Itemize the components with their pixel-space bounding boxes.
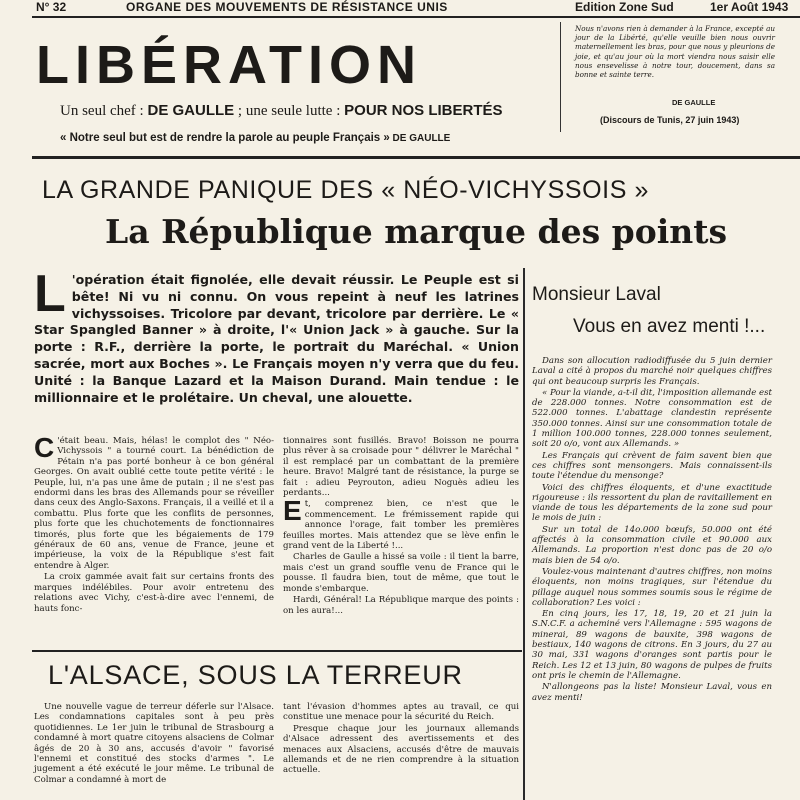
laval-column: [532, 356, 772, 704]
motto-text: « Notre seul but est de rendre la parole au peuple Français »: [60, 132, 390, 144]
headline-main: La République marque des points: [105, 212, 728, 251]
article-paragraph: N'allongeons pas la liste! Monsieur Laval, vous en avez menti!: [532, 682, 772, 703]
alsace-column-2: [283, 702, 519, 777]
laval-headline-1: Monsieur Laval: [532, 284, 661, 305]
article-paragraph: La croix gammée avait fait sur certains fronts des marques indélébiles. Pour avoir entretenu des relations avec Vichy, c'est-à-dire avec l'ennemi, de hauts fonc-: [34, 572, 274, 614]
masthead-title: LIBÉRATION: [36, 35, 422, 95]
article-paragraph: tionnaires sont fusillés. Bravo! Boisson ne pourra plus rêver à sa croisade pour " délivrer le Maréchal " il est remplacé par un combattant de la première heure. Bravo! Malgré tant de résistance, la purge se fait : adieu Peyrouton, adieu Noguès adieu les perdants...: [283, 436, 519, 499]
article-paragraph: Hardi, Général! La République marque des points : on les aura!...: [283, 595, 519, 616]
motto: [60, 132, 450, 144]
lead-paragraph: [34, 265, 519, 406]
quote-signature: DE GAULLE: [672, 98, 716, 107]
motto-attribution: DE GAULLE: [389, 133, 451, 144]
headline-kicker: LA GRANDE PANIQUE DES « NÉO-VICHYSSOIS »: [42, 176, 650, 204]
issue-date: 1er Août 1943: [710, 0, 789, 14]
column-dropcap: E: [283, 495, 302, 527]
header-divider: [560, 22, 561, 132]
top-rule: [32, 16, 800, 18]
lead-text: 'opération était fignolée, elle devait réussir. Le Peuple est si bête! Ni vu ni connu. On vous repeint à neuf les latrines vichyssoises. Tricolore par devant, tricolore par derrière. Le « Star Spangled Banner » à droite, l'« Union Jack » à gauche. Sur la porte : R.F., derrière la porte, le portrait du Maréchal. « Union sacrée, mort aux Boches ». Le Français moyen n'y verra que du feu. Unité : la Banque Lazard et la Maison Durand. Main tendue : le millionnaire et le prolétaire. Un cheval, une alouette.: [34, 272, 519, 405]
edition-label: Edition Zone Sud: [575, 0, 674, 14]
article-paragraph: Sur un total de 14o.000 bœufs, 50.000 ont été affectés à la consommation civile et 90.000 aux Allemands. La proportion n'est donc pas de 20 o/o mais bien de 54 o/o.: [532, 524, 772, 566]
article-paragraph: tant l'évasion d'hommes aptes au travail, ce qui constitue une menace pour la sécurité du Reich.: [283, 702, 519, 723]
article-paragraph: Dans son allocution radiodiffusée du 5 juin dernier Laval a cité à propos du marché noir quelques chiffres qui ont beaucoup surpris les Français.: [532, 356, 772, 387]
laval-headline-2: Vous en avez menti !...: [573, 316, 766, 337]
issue-number: N° 32: [36, 0, 67, 14]
slogan-part: DE GAULLE: [147, 102, 235, 119]
article-paragraph: [283, 495, 519, 552]
slogan-part: ; une seule lutte :: [234, 103, 345, 119]
article-paragraph: [34, 432, 274, 571]
de-gaulle-quote: Nous n'avons rien à demander à la France, excepté au jour de la Libérté, qu'elle veuille bien nous ouvrir maternellement les bras, pour que nous y pleurions de joie, et qu'au jour où la mort viendra nous saisir elle nous ensevelisse à notre tour, doucement, dans sa bonne et sainte terre.: [575, 24, 775, 80]
masthead-rule: [32, 156, 800, 159]
article-paragraph: « Pour la viande, a-t-il dit, l'imposition allemande est de 228.000 tonnes. Notre consommation est de 522.000 tonnes. L'abattage clandestin représente 350.000 tonnes. Ainsi sur une consommation totale de 1 million 100.000 tonnes, 228.000 tonnes seulement, soit 20 o/o, vont aux Allemands. »: [532, 387, 772, 450]
top-line: [30, 0, 800, 16]
alsace-column-1: [34, 702, 274, 786]
lead-dropcap: L: [34, 265, 66, 323]
paragraph-text: t, comprenez bien, ce n'est que le commencement. Le frémissement rapide qui annonce l'orage, fait tomber les premières feuilles mortes. Mais attendez que se lève enfin le grand vent de la Liberté !...: [283, 499, 519, 552]
slogan-part: POUR NOS LIBERTÉS: [344, 102, 503, 119]
article-paragraph: En cinq jours, les 17, 18, 19, 20 et 21 juin la S.N.C.F. a acheminé vers l'Allemagne : 595 wagons de minerai, 89 wagons de bauxite, 398 wagons de bestiaux, 140 wagons de citrons. En 3 jours, du 27 au 30 mai, 331 wagons d'oranges sont partis pour le Reich. Les 12 et 13 juin, 80 wagons de pulpes de fruits ont pris le chemin de l'Allemagne.: [532, 609, 772, 681]
article-paragraph: Charles de Gaulle a hissé sa voile : il tient la barre, mais c'est un grand souffle venu de France qui le pousse. Il faudra bien, tout de même, que tout le monde s'embarque.: [283, 552, 519, 594]
organe-line: ORGANE DES MOUVEMENTS DE RÉSISTANCE UNIS: [126, 0, 448, 14]
article-paragraph: Une nouvelle vague de terreur déferle sur l'Alsace. Les condamnations capitales sont à peu près quotidiennes. Le 1er juin le tribunal de Strasbourg a condamné à mort quatre citoyens alsaciens de Colmar âgés de 20 à 30 ans, accusés d'avoir " favorisé l'ennemi et constitué des stocks d'armes ". Le jugement a été exécuté le jour même. Le tribunal de Colmar a condamné à mort de: [34, 702, 274, 785]
slogan: [60, 102, 503, 120]
section-rule: [32, 650, 522, 652]
column-dropcap: C: [34, 432, 55, 463]
article-column-1: [34, 432, 274, 615]
article-paragraph: Les Français qui crèvent de faim savent bien que ces chiffres sont mensongers. Mais connaissent-ils toute l'étendue du mensonge?: [532, 450, 772, 482]
article-paragraph: Presque chaque jour les journaux allemands d'Alsace adressent des avertissements et des menaces aux Alsaciens, accusés d'être de mauvais allemands et de ne rien comprendre à la situation actuelle.: [283, 723, 519, 776]
article-column-2: [283, 436, 519, 617]
article-paragraph: Voulez-vous maintenant d'autres chiffres, non moins éloquents, non moins tragiques, sur l'étendue du pillage auquel nous sommes soumis sous le régime de collaboration? Les voici :: [532, 566, 772, 608]
quote-source: (Discours de Tunis, 27 juin 1943): [600, 115, 740, 125]
slogan-part: Un seul chef :: [60, 103, 148, 119]
column-divider: [523, 268, 525, 800]
alsace-headline: L'ALSACE, SOUS LA TERREUR: [48, 660, 463, 690]
paragraph-text: 'était beau. Mais, hélas! le complot des " Néo-Vichyssois " a tourné court. La bénédiction de Pétain n'a pas porté bonheur à ce bon général Georges. On avait oublié cette toute petite vérité : le Peuple, lui, n'a pas une âme de putain ; il ne s'est pas endormi dans les bras des Allemands pour se réveiller dans ceux des Anglo-Saxons. Français, il a veillé et il a combattu. Plus forte que les conflits de personnes, plus forte que les chuchotements de fonctionnaires timorés, plus forte que les bégaiements de 179 généraux de 60 ans, venue de France, jeune et impérieuse, la voix de la République s'est fait entendre à Alger.: [34, 436, 274, 571]
article-paragraph: Voici des chiffres éloquents, et d'une exactitude rigoureuse : ils ressortent du plan de ravitaillement en viande de tous les départements de la zone sud pour le mois de juin :: [532, 482, 772, 524]
